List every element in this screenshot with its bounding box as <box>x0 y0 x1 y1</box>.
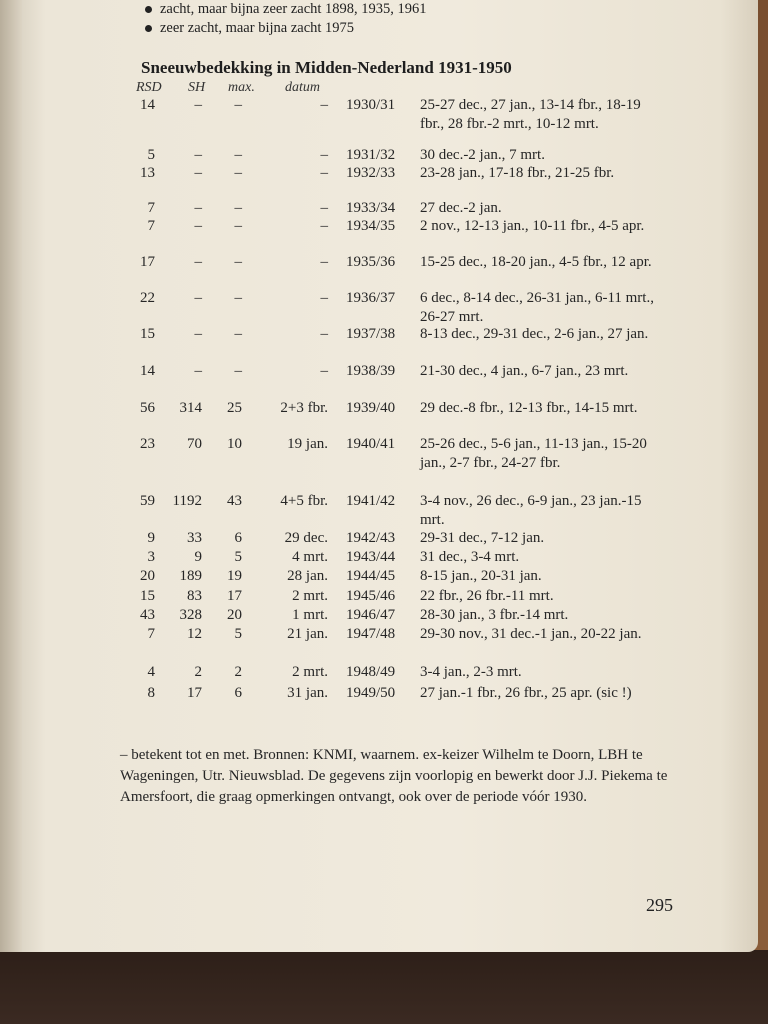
cell-datum: – <box>320 363 328 379</box>
cell-max: 5 <box>234 626 242 642</box>
cell-periods: 2 nov., 12-13 jan., 10-11 fbr., 4-5 apr. <box>420 218 645 234</box>
cell-year: 1947/48 <box>346 626 396 642</box>
cell-periods: 30 dec.-2 jan., 7 mrt. <box>420 147 545 163</box>
dark-floor-background <box>0 950 768 1024</box>
table-title: Sneeuwbedekking in Midden-Nederland 1931-1950 <box>141 58 512 77</box>
cell-rsd: 7 <box>147 200 155 216</box>
footnote: – betekent tot en met. Bronnen: KNMI, waarnem. ex-keizer Wilhelm te Doorn, LBH te Wageningen, Utr. Nieuwsblad. De gegevens zijn voorlopig en bewerkt door J.J. Piekema te Amersfoort, die graag opmerkingen ontvangt, ook over de periode vóór 1930. <box>120 747 668 805</box>
cell-sh: – <box>194 97 202 113</box>
cell-datum: 29 dec. <box>284 530 328 546</box>
bullet-item: zeer zacht, maar bijna zacht 1975 <box>145 19 427 38</box>
cell-max: 2 <box>234 664 242 680</box>
bullet-icon <box>145 25 152 32</box>
cell-datum: – <box>320 165 328 181</box>
cell-year: 1932/33 <box>346 165 396 181</box>
page-gutter <box>0 0 22 952</box>
cell-year: 1941/42 <box>346 493 396 509</box>
cell-datum: – <box>320 200 328 216</box>
cell-rsd: 8 <box>147 685 155 701</box>
cell-rsd: 13 <box>140 165 155 181</box>
cell-max: 20 <box>227 607 242 623</box>
cell-sh: 314 <box>179 400 202 416</box>
cell-year: 1942/43 <box>346 530 396 546</box>
bullet-icon <box>145 6 152 13</box>
cell-periods: 15-25 dec., 18-20 jan., 4-5 fbr., 12 apr. <box>420 254 652 270</box>
cell-max: – <box>234 363 242 379</box>
cell-year: 1936/37 <box>346 290 396 306</box>
cell-rsd: 14 <box>140 363 155 379</box>
cell-periods: 27 dec.-2 jan. <box>420 200 502 216</box>
cell-rsd: 3 <box>147 549 155 565</box>
cell-periods: 3-4 nov., 26 dec., 6-9 jan., 23 jan.-15 mrt. <box>420 493 642 528</box>
cell-max: – <box>234 326 242 342</box>
cell-year: 1931/32 <box>346 147 396 163</box>
cell-year: 1934/35 <box>346 218 396 234</box>
column-header-sh: SH <box>188 80 206 95</box>
column-header-max: max. <box>228 80 255 95</box>
cell-datum: 4 mrt. <box>292 549 328 565</box>
cell-rsd: 20 <box>140 568 155 584</box>
cell-year: 1940/41 <box>346 436 396 452</box>
cell-periods: 25-26 dec., 5-6 jan., 11-13 jan., 15-20 jan., 2-7 fbr., 24-27 fbr. <box>420 436 647 471</box>
cell-periods: 23-28 jan., 17-18 fbr., 21-25 fbr. <box>420 165 615 181</box>
cell-max: – <box>234 97 242 113</box>
bullet-item: zacht, maar bijna zeer zacht 1898, 1935, 1961 <box>145 0 427 19</box>
cell-sh: – <box>194 165 202 181</box>
cell-rsd: 4 <box>147 664 155 680</box>
cell-max: – <box>234 165 242 181</box>
cell-periods: 31 dec., 3-4 mrt. <box>420 549 520 565</box>
cell-rsd: 15 <box>140 588 155 604</box>
cell-sh: 1192 <box>172 493 202 509</box>
cell-datum: 2+3 fbr. <box>280 400 328 416</box>
cell-periods: 29 dec.-8 fbr., 12-13 fbr., 14-15 mrt. <box>420 400 638 416</box>
cell-rsd: 14 <box>140 97 155 113</box>
cell-datum: – <box>320 326 328 342</box>
cell-max: 10 <box>227 436 242 452</box>
cell-datum: 28 jan. <box>287 568 328 584</box>
cell-periods: 8-13 dec., 29-31 dec., 2-6 jan., 27 jan. <box>420 326 649 342</box>
cell-sh: 2 <box>194 664 202 680</box>
cell-sh: 12 <box>187 626 202 642</box>
cell-year: 1949/50 <box>346 685 396 701</box>
cell-datum: 4+5 fbr. <box>280 493 328 509</box>
cell-sh: 17 <box>187 685 202 701</box>
cell-year: 1948/49 <box>346 664 396 680</box>
cell-year: 1937/38 <box>346 326 396 342</box>
cell-sh: 83 <box>187 588 202 604</box>
cell-rsd: 56 <box>140 400 155 416</box>
cell-periods: 27 jan.-1 fbr., 26 fbr., 25 apr. (sic !) <box>420 685 632 701</box>
cell-periods: 22 fbr., 26 fbr.-11 mrt. <box>420 588 554 604</box>
cell-datum: – <box>320 218 328 234</box>
cell-sh: 9 <box>194 549 202 565</box>
cell-sh: – <box>194 218 202 234</box>
cell-datum: – <box>320 254 328 270</box>
cell-rsd: 15 <box>140 326 155 342</box>
cell-sh: – <box>194 363 202 379</box>
cell-datum: 1 mrt. <box>292 607 328 623</box>
cell-periods: 6 dec., 8-14 dec., 26-31 jan., 6-11 mrt., 26-27 mrt. <box>420 290 654 325</box>
cell-year: 1945/46 <box>346 588 396 604</box>
cell-sh: – <box>194 254 202 270</box>
cell-sh: – <box>194 147 202 163</box>
cell-year: 1943/44 <box>346 549 396 565</box>
cell-max: – <box>234 147 242 163</box>
cell-datum: – <box>320 290 328 306</box>
cell-max: 25 <box>227 400 242 416</box>
cell-periods: 29-30 nov., 31 dec.-1 jan., 20-22 jan. <box>420 626 642 642</box>
cell-periods: 21-30 dec., 4 jan., 6-7 jan., 23 mrt. <box>420 363 629 379</box>
cell-max: 6 <box>234 685 242 701</box>
cell-periods: 25-27 dec., 27 jan., 13-14 fbr., 18-19 fbr., 28 fbr.-2 mrt., 10-12 mrt. <box>420 97 641 132</box>
cell-rsd: 23 <box>140 436 155 452</box>
column-header-rsd: RSD <box>136 80 162 95</box>
cell-datum: 2 mrt. <box>292 664 328 680</box>
cell-max: 43 <box>227 493 242 509</box>
cell-max: – <box>234 218 242 234</box>
cell-rsd: 59 <box>140 493 155 509</box>
cell-sh: 328 <box>179 607 202 623</box>
cell-sh: 189 <box>179 568 202 584</box>
cell-datum: 19 jan. <box>287 436 328 452</box>
cell-periods: 28-30 jan., 3 fbr.-14 mrt. <box>420 607 569 623</box>
cell-rsd: 43 <box>140 607 155 623</box>
column-header-datum: datum <box>285 80 320 95</box>
cell-year: 1939/40 <box>346 400 396 416</box>
cell-rsd: 22 <box>140 290 155 306</box>
cell-year: 1935/36 <box>346 254 396 270</box>
cell-rsd: 5 <box>147 147 155 163</box>
cell-sh: 33 <box>187 530 202 546</box>
cell-max: 19 <box>227 568 242 584</box>
cell-max: – <box>234 254 242 270</box>
cell-year: 1930/31 <box>346 97 396 113</box>
cell-max: 6 <box>234 530 242 546</box>
cell-rsd: 7 <box>147 218 155 234</box>
cell-rsd: 9 <box>147 530 155 546</box>
cell-rsd: 17 <box>140 254 155 270</box>
bullet-list <box>145 0 427 38</box>
cell-rsd: 7 <box>147 626 155 642</box>
cell-sh: – <box>194 290 202 306</box>
cell-datum: – <box>320 97 328 113</box>
cell-max: – <box>234 290 242 306</box>
cell-datum: 31 jan. <box>287 685 328 701</box>
cell-year: 1944/45 <box>346 568 396 584</box>
cell-max: – <box>234 200 242 216</box>
page-number: 295 <box>646 895 673 915</box>
cell-max: 17 <box>227 588 242 604</box>
cell-year: 1946/47 <box>346 607 396 623</box>
cell-datum: 21 jan. <box>287 626 328 642</box>
cell-year: 1938/39 <box>346 363 396 379</box>
cell-periods: 29-31 dec., 7-12 jan. <box>420 530 545 546</box>
cell-datum: – <box>320 147 328 163</box>
cell-year: 1933/34 <box>346 200 396 216</box>
cell-datum: 2 mrt. <box>292 588 328 604</box>
cell-periods: 8-15 jan., 20-31 jan. <box>420 568 542 584</box>
cell-max: 5 <box>234 549 242 565</box>
cell-periods: 3-4 jan., 2-3 mrt. <box>420 664 522 680</box>
cell-sh: – <box>194 326 202 342</box>
cell-sh: 70 <box>187 436 202 452</box>
cell-sh: – <box>194 200 202 216</box>
